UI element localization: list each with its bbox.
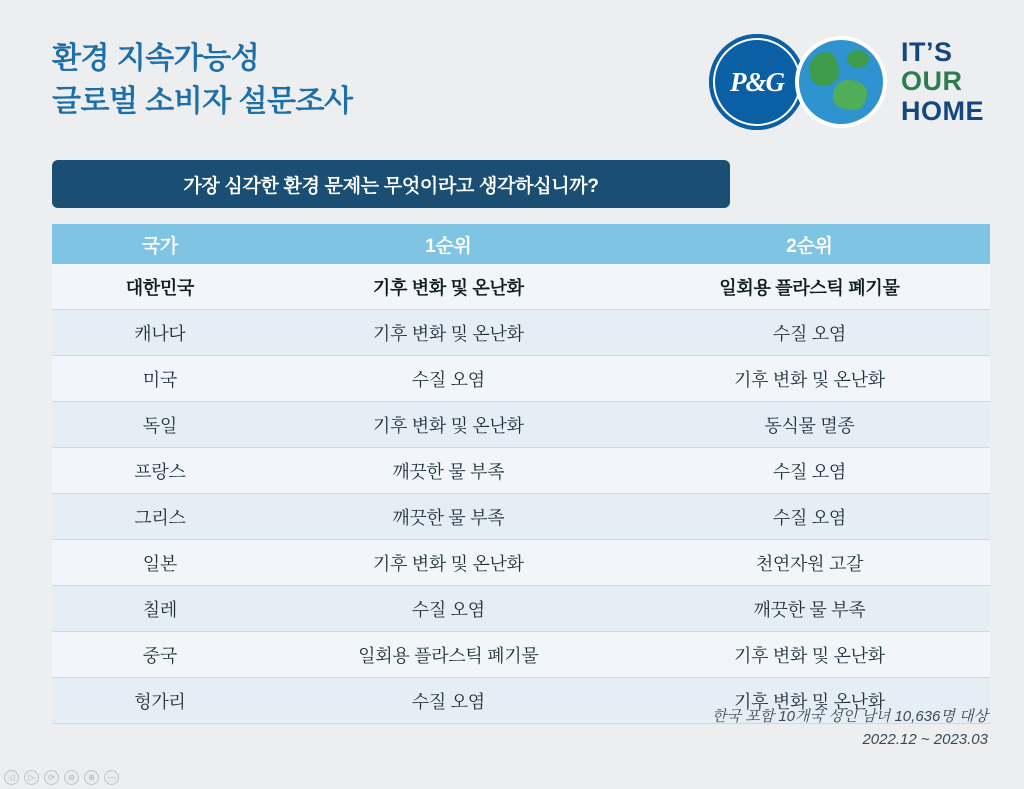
cell-rank2: 기후 변화 및 온난화 — [629, 678, 990, 724]
cell-rank2: 천연자원 고갈 — [629, 540, 990, 586]
cell-country: 칠레 — [52, 586, 268, 632]
table-row — [52, 356, 990, 402]
slogan-line-3: HOME — [901, 95, 984, 126]
globe-land-shape-2 — [833, 80, 867, 110]
zoom-out-icon[interactable]: ⊖ — [64, 770, 79, 785]
table-row — [52, 494, 990, 540]
cell-rank2: 수질 오염 — [629, 448, 990, 494]
cell-country: 독일 — [52, 402, 268, 448]
cell-rank1: 기후 변화 및 온난화 — [268, 540, 629, 586]
cell-rank2: 기후 변화 및 온난화 — [629, 632, 990, 678]
globe-icon — [795, 36, 887, 128]
survey-table-container — [52, 224, 990, 724]
page-title — [52, 38, 352, 123]
column-header-rank1: 1순위 — [268, 224, 629, 264]
pg-logo-text: P&G — [730, 66, 784, 97]
cell-rank2: 수질 오염 — [629, 310, 990, 356]
table-row — [52, 540, 990, 586]
cell-country: 캐나다 — [52, 310, 268, 356]
table-row — [52, 264, 990, 310]
brand-logo-group — [709, 28, 984, 136]
slogan-line-1: IT’S — [901, 37, 953, 68]
cell-rank1: 수질 오염 — [268, 586, 629, 632]
pg-logo-inner-ring — [713, 38, 801, 126]
question-text: 가장 심각한 환경 문제는 무엇이라고 생각하십니까? — [183, 175, 599, 197]
question-banner — [52, 160, 730, 208]
cell-rank1: 깨끗한 물 부족 — [268, 494, 629, 540]
cell-country: 그리스 — [52, 494, 268, 540]
cell-rank2: 수질 오염 — [629, 494, 990, 540]
cell-country: 중국 — [52, 632, 268, 678]
table-row — [52, 632, 990, 678]
table-row — [52, 310, 990, 356]
cell-rank1: 깨끗한 물 부족 — [268, 448, 629, 494]
cell-rank1: 일회용 플라스틱 폐기물 — [268, 632, 629, 678]
table-row — [52, 402, 990, 448]
table-header-row — [52, 224, 990, 264]
cell-rank2: 기후 변화 및 온난화 — [629, 356, 990, 402]
cell-country: 대한민국 — [52, 264, 268, 310]
slogan-line-2: OUR — [901, 66, 963, 97]
cell-rank1: 기후 변화 및 온난화 — [268, 402, 629, 448]
survey-table — [52, 224, 990, 724]
pg-logo-icon — [709, 34, 805, 130]
column-header-country: 국가 — [52, 224, 268, 264]
minimize-icon[interactable]: — — [104, 770, 119, 785]
cell-country: 헝가리 — [52, 678, 268, 724]
table-header — [52, 224, 990, 264]
globe-land-shape-3 — [847, 50, 869, 68]
table-row — [52, 586, 990, 632]
footnote — [712, 706, 988, 751]
cell-rank1: 기후 변화 및 온난화 — [268, 264, 629, 310]
prev-icon[interactable]: ◁ — [4, 770, 19, 785]
cell-rank1: 수질 오염 — [268, 356, 629, 402]
next-icon[interactable]: ▷ — [24, 770, 39, 785]
zoom-in-icon[interactable]: ⊕ — [84, 770, 99, 785]
rotate-icon[interactable]: ⟳ — [44, 770, 59, 785]
table-body — [52, 264, 990, 724]
cell-country: 일본 — [52, 540, 268, 586]
cell-rank1: 수질 오염 — [268, 678, 629, 724]
footnote-line-1: 한국 포함 10개국 성인 남녀 10,636명 대상 — [712, 708, 988, 725]
footnote-line-2: 2022.12 ~ 2023.03 — [862, 730, 988, 748]
header — [52, 28, 984, 138]
cell-rank2: 깨끗한 물 부족 — [629, 586, 990, 632]
image-viewer-toolbar[interactable] — [4, 770, 119, 785]
campaign-slogan — [901, 38, 984, 125]
cell-rank2: 일회용 플라스틱 폐기물 — [629, 264, 990, 310]
page-title-line-2: 글로벌 소비자 설문조사 — [52, 84, 353, 118]
cell-country: 미국 — [52, 356, 268, 402]
page-title-line-1: 환경 지속가능성 — [52, 42, 260, 75]
cell-rank2: 동식물 멸종 — [629, 402, 990, 448]
cell-country: 프랑스 — [52, 448, 268, 494]
column-header-rank2: 2순위 — [629, 224, 990, 264]
globe-land-shape-1 — [809, 52, 839, 86]
cell-rank1: 기후 변화 및 온난화 — [268, 310, 629, 356]
table-row — [52, 448, 990, 494]
